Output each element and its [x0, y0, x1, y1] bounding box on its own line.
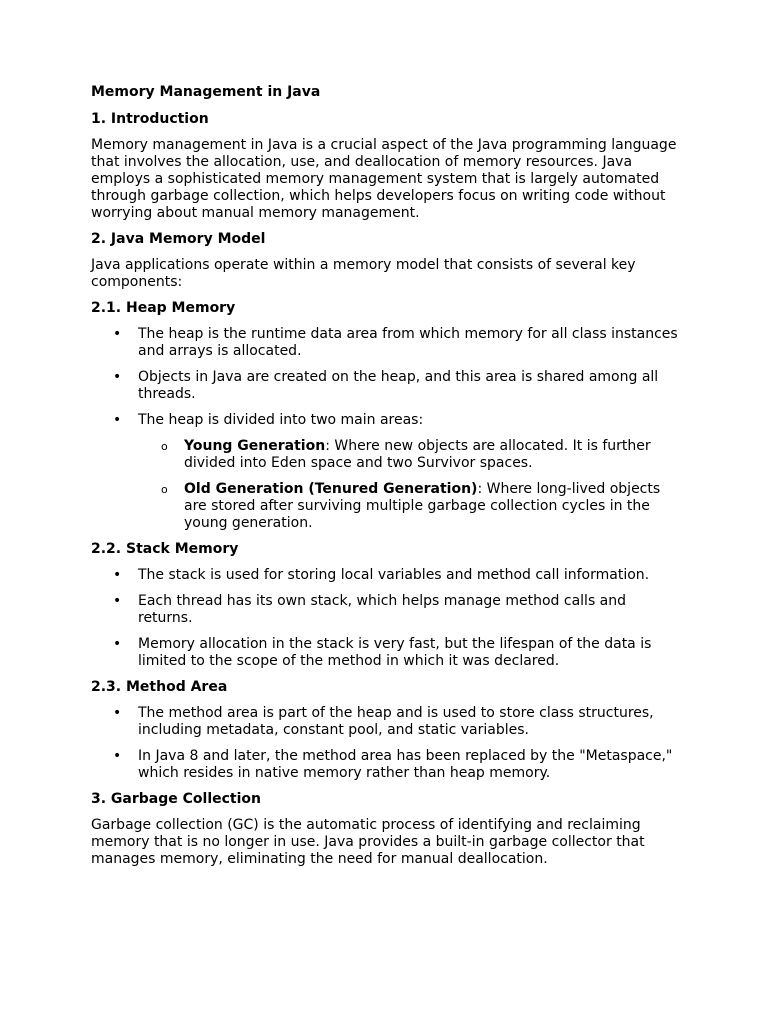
list-item-text: Each thread has its own stack, which helps manage method calls and returns. — [138, 593, 627, 626]
document-title: Memory Management in Java — [91, 84, 321, 100]
sub-list-item — [138, 438, 681, 472]
list-item — [91, 593, 681, 627]
subsection-heading-method-area: 2.3. Method Area — [91, 679, 228, 695]
subsection-heading-stack: 2.2. Stack Memory — [91, 541, 239, 557]
list-item-text: Objects in Java are created on the heap, and this area is shared among all threads. — [138, 369, 659, 402]
section-heading-garbage-collection: 3. Garbage Collection — [91, 791, 261, 807]
list-item — [91, 705, 681, 739]
bullet-icon: • — [113, 748, 122, 764]
list-item-text: The heap is the runtime data area from which memory for all class instances and arrays is allocated. — [138, 326, 678, 359]
term-young-generation: Young Generation — [184, 438, 326, 454]
bullet-icon: • — [113, 705, 122, 721]
list-item-text: The stack is used for storing local variables and method call information. — [138, 567, 650, 583]
term-old-generation: Old Generation (Tenured Generation) — [184, 481, 478, 497]
document-body — [91, 84, 681, 877]
introduction-paragraph: Memory management in Java is a crucial aspect of the Java programming language that involves the allocation, use, and deallocation of memory resources. Java employs a sophisticated memory management system that is largely automated through garbage collection, which helps developers focus on writing code without worrying about manual memory management. — [91, 137, 677, 221]
bullet-icon: • — [113, 593, 122, 609]
list-item — [91, 636, 681, 670]
bullet-icon: • — [113, 567, 122, 583]
list-item-text: Memory allocation in the stack is very fast, but the lifespan of the data is limited to the scope of the method in which it was declared. — [138, 636, 652, 669]
list-item — [91, 748, 681, 782]
list-item-text: The method area is part of the heap and is used to store class structures, including metadata, constant pool, and static variables. — [138, 705, 654, 738]
bullet-icon: • — [113, 326, 122, 342]
bullet-icon: • — [113, 636, 122, 652]
list-item — [91, 369, 681, 403]
stack-list — [91, 567, 681, 670]
section-heading-introduction: 1. Introduction — [91, 111, 209, 127]
bullet-icon: • — [113, 412, 122, 428]
section-heading-memory-model: 2. Java Memory Model — [91, 231, 266, 247]
list-item-text: In Java 8 and later, the method area has been replaced by the "Metaspace," which resides in native memory rather than heap memory. — [138, 748, 673, 781]
garbage-collection-paragraph: Garbage collection (GC) is the automatic process of identifying and reclaiming memory that is no longer in use. Java provides a built-in garbage collector that manages memory, eliminating the need for manual deallocation. — [91, 817, 645, 867]
heap-list — [91, 326, 681, 532]
sub-list-item — [138, 481, 681, 532]
sub-bullet-icon: o — [161, 483, 168, 496]
bullet-icon: • — [113, 369, 122, 385]
list-item-text: The heap is divided into two main areas: — [138, 412, 424, 428]
subsection-heading-heap: 2.1. Heap Memory — [91, 300, 236, 316]
term-description: : Where long-lived objects are stored after surviving multiple garbage collection cycles in the young generation. — [184, 481, 661, 531]
sub-bullet-icon: o — [161, 440, 168, 453]
list-item — [91, 567, 681, 584]
memory-model-paragraph: Java applications operate within a memory model that consists of several key components: — [91, 257, 636, 290]
list-item — [91, 326, 681, 360]
term-description: : Where new objects are allocated. It is further divided into Eden space and two Survivor spaces. — [184, 438, 651, 471]
list-item — [91, 412, 681, 532]
heap-areas-list — [138, 438, 681, 532]
method-area-list — [91, 705, 681, 782]
